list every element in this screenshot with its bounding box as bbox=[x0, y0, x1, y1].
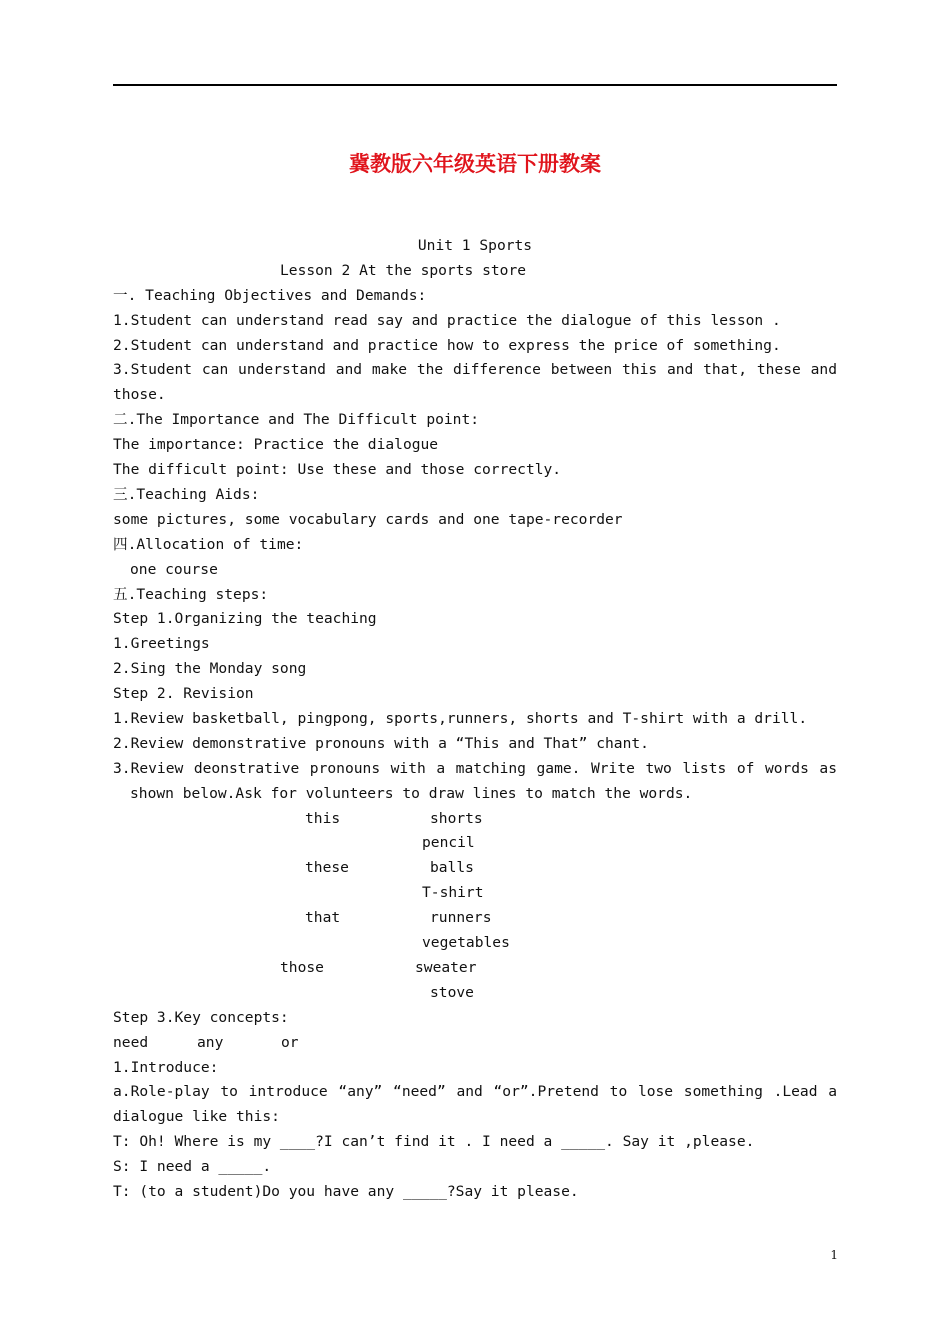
lesson-heading: Lesson 2 At the sports store bbox=[280, 261, 527, 279]
match-right-word: sweater bbox=[415, 958, 477, 976]
objective-item: 2.Student can understand and practice how to express the price of something. bbox=[113, 336, 781, 354]
introduce-heading: 1.Introduce: bbox=[113, 1058, 219, 1076]
match-left-word: this bbox=[305, 809, 341, 827]
importance-text: The importance: Practice the dialogue bbox=[113, 436, 439, 454]
steps-heading: 五.Teaching steps: bbox=[113, 585, 269, 603]
aids-text: some pictures, some vocabulary cards and one tape-recorder bbox=[113, 510, 623, 528]
step2-item: 3.Review deonstrative pronouns with a matching game. Write two lists of words as shown below.Ask for volunteers to draw lines to match the words. bbox=[113, 759, 837, 802]
dialogue-line: T: Oh! Where is my ____?I can’t find it . I need a _____. Say it ,please. bbox=[113, 1133, 755, 1151]
document-title: 冀教版六年级英语下册教案 bbox=[349, 151, 601, 176]
match-right-word: shorts bbox=[430, 809, 483, 827]
match-right-word: pencil bbox=[422, 834, 475, 852]
header-rule bbox=[113, 84, 837, 86]
step2-heading: Step 2. Revision bbox=[113, 685, 254, 703]
unit-heading: Unit 1 Sports bbox=[417, 237, 533, 254]
step1-item: 2.Sing the Monday song bbox=[113, 660, 307, 678]
key-word: or bbox=[281, 1033, 299, 1051]
time-text: one course bbox=[130, 560, 218, 578]
match-left-word: those bbox=[280, 958, 324, 976]
matching-game bbox=[113, 807, 837, 1006]
match-right-word: stove bbox=[430, 983, 474, 1001]
match-right-word: vegetables bbox=[422, 934, 510, 952]
document-body bbox=[113, 234, 837, 1205]
match-right-word: T-shirt bbox=[422, 884, 484, 902]
importance-heading: 二.The Importance and The Difficult point: bbox=[113, 411, 480, 429]
step2-item: 1.Review basketball, pingpong, sports,runners, shorts and T-shirt with a drill. bbox=[113, 709, 808, 727]
key-words-row bbox=[113, 1031, 837, 1056]
dialogue-line: T: (to a student)Do you have any _____?Say it please. bbox=[113, 1183, 579, 1200]
objectives-heading: 一. Teaching Objectives and Demands: bbox=[113, 286, 427, 304]
key-word: any bbox=[197, 1033, 224, 1051]
aids-heading: 三.Teaching Aids: bbox=[113, 485, 260, 503]
match-right-word: runners bbox=[430, 909, 492, 927]
step2-item: 2.Review demonstrative pronouns with a “This and That” chant. bbox=[113, 734, 649, 752]
key-word: need bbox=[113, 1033, 149, 1051]
time-heading: 四.Allocation of time: bbox=[113, 535, 304, 553]
objective-item: 1.Student can understand read say and practice the dialogue of this lesson . bbox=[113, 311, 781, 329]
step1-item: 1.Greetings bbox=[113, 635, 210, 653]
roleplay-text: a.Role-play to introduce “any” “need” and “or”.Pretend to lose something .Lead a dialogue like this: bbox=[113, 1083, 837, 1126]
dialogue-line: S: I need a _____. bbox=[113, 1158, 272, 1176]
difficult-text: The difficult point: Use these and those correctly. bbox=[113, 461, 562, 479]
match-left-word: that bbox=[305, 909, 341, 927]
objective-item: 3.Student can understand and make the difference between this and that, these and those. bbox=[113, 361, 837, 404]
page-number: 1 bbox=[830, 1248, 838, 1262]
match-left-word: these bbox=[305, 859, 349, 877]
match-right-word: balls bbox=[430, 859, 474, 877]
step3-heading: Step 3.Key concepts: bbox=[113, 1008, 289, 1026]
step1-heading: Step 1.Organizing the teaching bbox=[113, 610, 377, 628]
